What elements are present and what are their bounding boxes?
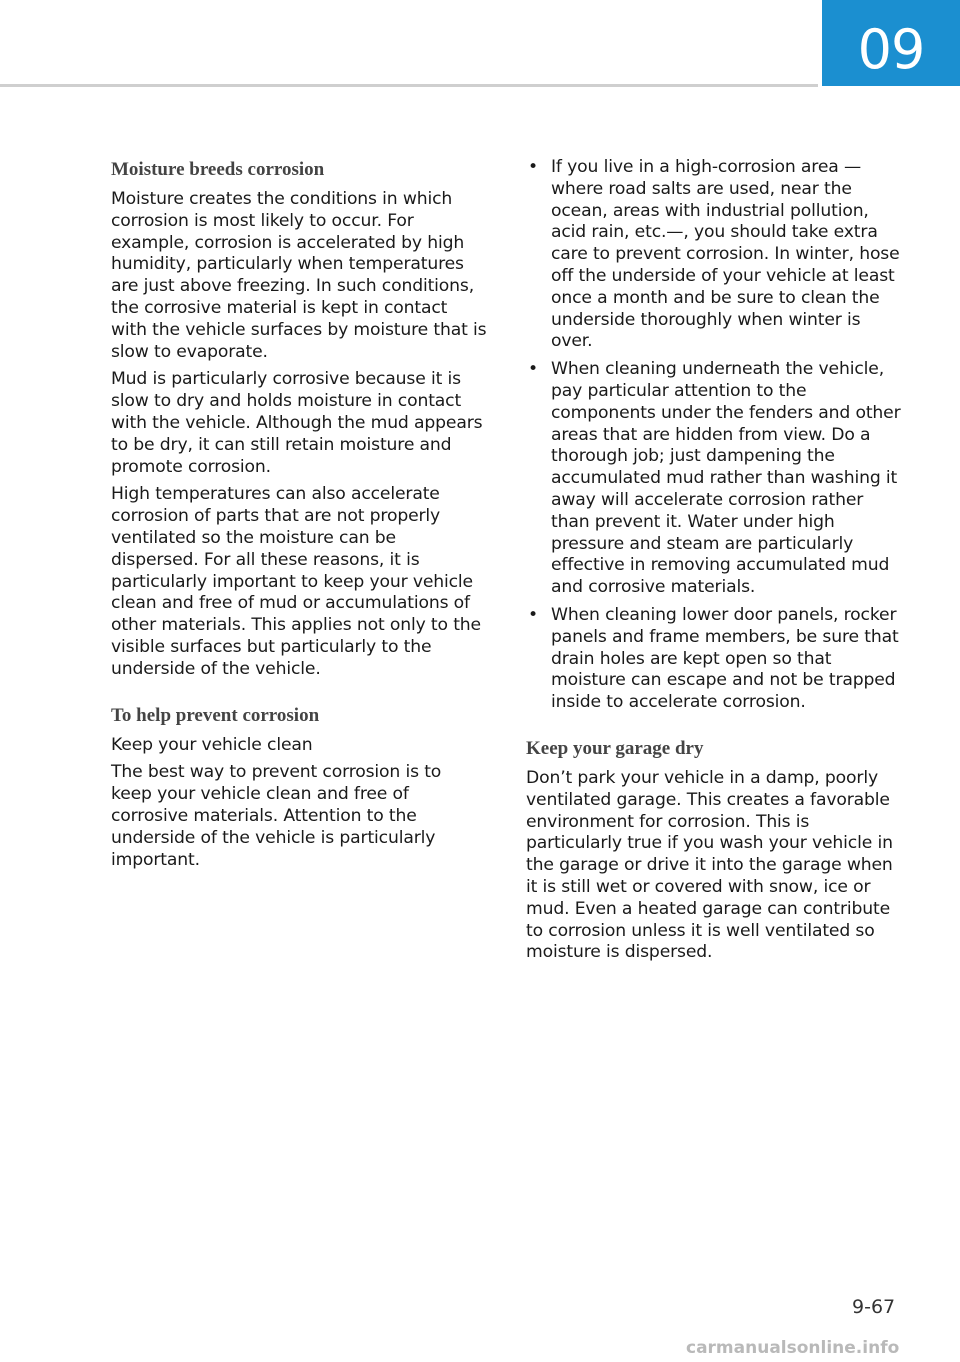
section-heading-moisture: Moisture breeds corrosion [111,159,325,180]
right-column [526,157,902,970]
paragraph: Moisture creates the conditions in which corrosion is most likely to occur. For example, corrosion is accelerated by high humidity, particularly when temperatures are just above freezing. In such conditions, the corrosive material is kept in contact with the vehicle surfaces by moisture that is slow to evaporate. [111,189,487,362]
list-item-text: If you live in a high-corrosion area — where road salts are used, near the ocean, areas with industrial pollution, acid rain, etc.—, you should take extra care to prevent corrosion. In winter, hose off the underside of your vehicle at least once a month and be sure to clean the underside thoroughly when winter is over. [551,157,900,352]
bullet-icon: • [528,359,538,380]
section-heading-garage: Keep your garage dry [526,737,704,759]
paragraph: Don’t park your vehicle in a damp, poorly ventilated garage. This creates a favorable environment for corrosion. This is particularly true if you wash your vehicle in the garage or drive it into the garage when it is still wet or covered with snow, ice or mud. Even a heated garage can contribute to corrosion unless it is well ventilated so moisture is dispersed. [526,767,893,963]
paragraph: The best way to prevent corrosion is to keep your vehicle clean and free of corrosive materials. Attention to the underside of the vehicle is particularly important. [111,762,442,870]
watermark: carmanualsonline.info [686,1338,900,1358]
list-item-text: When cleaning lower door panels, rocker panels and frame members, be sure that drain holes are kept open so that moisture can escape and not be trapped inside to accelerate corrosion. [551,604,899,713]
list-item [526,605,902,714]
list-item [526,157,902,353]
paragraph: Mud is particularly corrosive because it is slow to dry and holds moisture in contact with the vehicle. Although the mud appears to be dry, it can still retain moisture and promote corrosion. [111,369,483,477]
paragraph: High temperatures can also accelerate corrosion of parts that are not properly ventilated so the moisture can be dispersed. For all these reasons, it is particularly important to keep your vehicle clean and free of mud or accumulations of other materials. This applies not only to the visible surfaces but particularly to the underside of the vehicle. [111,484,481,679]
list-item [526,359,902,599]
subheading-keep-clean: Keep your vehicle clean [111,734,313,755]
header-rule [0,84,818,87]
list-item-text: When cleaning underneath the vehicle, pay particular attention to the components under the fenders and other areas that are hidden from view. Do a thorough job; just dampening the accumulated mud rather than washing it away will accelerate corrosion rather than prevent it. Water under high pressure and steam are particularly effective in removing accumulated mud and corrosive materials. [551,359,901,598]
bullet-icon: • [528,157,538,177]
left-column [111,157,487,877]
bullet-list [526,157,902,714]
chapter-tab: 09 [822,0,960,86]
page-number: 9-67 [852,1296,896,1318]
bullet-icon: • [528,604,538,625]
section-heading-prevent: To help prevent corrosion [111,704,320,726]
